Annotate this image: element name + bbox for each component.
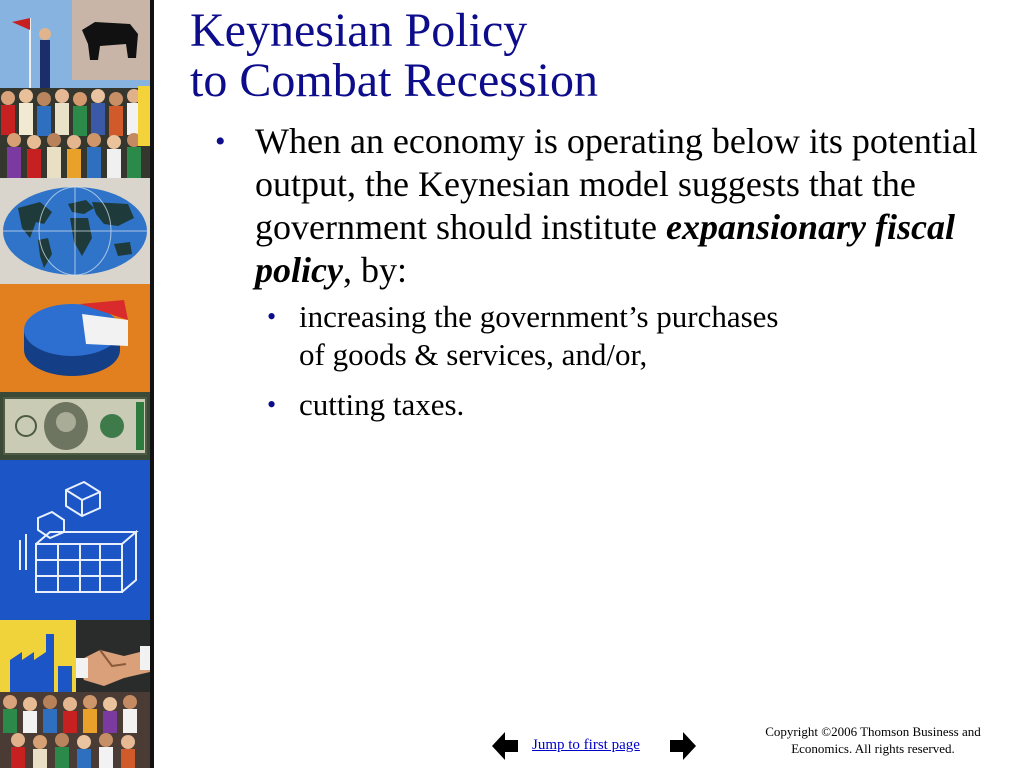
slide-title-line-1: Keynesian Policy (190, 4, 528, 57)
right-arrow-icon[interactable] (670, 732, 696, 760)
sub-bullet (215, 386, 995, 424)
sub-bullet-list (215, 298, 995, 424)
bullet-dot-icon: • (267, 390, 277, 419)
copyright-line: Economics. All rights reserved. (791, 741, 955, 756)
slide-title (190, 6, 990, 106)
crowd-image (0, 692, 150, 768)
slide-title-line-2: to Combat Recession (190, 54, 598, 107)
copyright-notice (744, 723, 1002, 757)
decorative-image-strip (0, 0, 150, 768)
bullet-dot-icon: • (267, 302, 277, 331)
sub-bullet-line: increasing the government’s purchases (299, 299, 779, 334)
crowd-flag-bull-image (0, 0, 150, 178)
main-bullet-text: When an economy is operating below its potential output, the Keynesian model suggests that the government should institute (255, 121, 978, 247)
bullet-dot-icon: • (215, 125, 226, 158)
factory-handshake-image (0, 620, 150, 692)
slide-body (215, 120, 995, 436)
left-arrow-icon[interactable] (492, 732, 518, 760)
main-bullet-emphasis: expansionary fiscal policy (255, 207, 955, 290)
main-bullet (215, 120, 995, 292)
sub-bullet (215, 298, 995, 374)
copyright-line: Copyright ©2006 Thomson Business and (765, 724, 981, 739)
sub-bullet-line: of goods & services, and/or, (299, 337, 648, 372)
main-bullet-text-end: , by: (342, 250, 407, 290)
dollar-bill-image (0, 392, 150, 460)
sub-bullet-line: cutting taxes. (299, 387, 465, 422)
building-blocks-image (0, 460, 150, 620)
world-map-image (0, 178, 150, 284)
pie-chart-image (0, 284, 150, 392)
jump-to-first-page-link[interactable]: Jump to first page (532, 737, 640, 753)
strip-divider (150, 0, 154, 768)
